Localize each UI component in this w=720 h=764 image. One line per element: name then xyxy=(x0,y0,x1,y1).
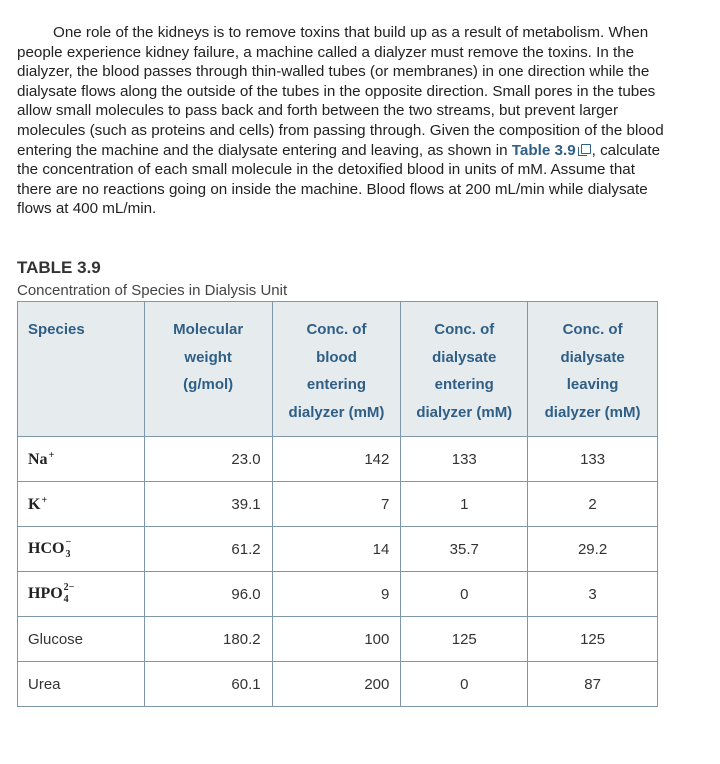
formula-subscript: 4 xyxy=(63,593,69,605)
table-row xyxy=(18,527,658,572)
species-name xyxy=(28,631,83,648)
table-row xyxy=(18,572,658,617)
column-header-line: dialysate xyxy=(432,348,497,366)
species-formula: K xyxy=(28,495,41,513)
column-header-line: dialyzer (mM) xyxy=(288,403,385,421)
species-cell xyxy=(18,437,145,482)
ion-charge: + xyxy=(48,449,55,461)
problem-text-after: , calculate the concentration of each small molecule in the detoxified blood in units of mM. Assume that there are no reactions going on inside the machine. Blood flows at 200 mL/min while dialysate flows at 400 mL/min. xyxy=(17,141,661,218)
column-header-line: entering xyxy=(306,376,367,394)
table-caption: Concentration of Species in Dialysis Unit xyxy=(17,282,288,299)
blood-entering-cell: 100 xyxy=(272,617,401,662)
ion-charge: 2− xyxy=(63,581,75,593)
dialysate-entering-cell: 0 xyxy=(401,572,528,617)
species-formula: HCO xyxy=(28,540,65,558)
column-header-line: Conc. of xyxy=(306,321,367,338)
dialysate-leaving-cell: 2 xyxy=(528,482,658,527)
molecular-weight-cell: 60.1 xyxy=(144,662,272,707)
molecular-weight-cell: 180.2 xyxy=(144,617,272,662)
table-row xyxy=(18,662,658,707)
popup-icon[interactable] xyxy=(578,144,591,156)
column-header-line: (g/mol) xyxy=(183,376,234,394)
column-header-line: entering xyxy=(434,376,494,394)
blood-entering-cell: 9 xyxy=(272,572,401,617)
species-formula: Urea xyxy=(28,675,61,693)
dialysate-leaving-cell: 3 xyxy=(528,572,658,617)
header-row xyxy=(18,302,658,437)
table-reference-link[interactable]: Table 3.9 xyxy=(511,141,576,159)
dialysate-entering-cell: 0 xyxy=(401,662,528,707)
dialysate-leaving-cell: 125 xyxy=(528,617,658,662)
species-cell xyxy=(18,572,145,617)
column-header-line: Conc. of xyxy=(562,321,623,338)
molecular-weight-cell: 39.1 xyxy=(144,482,272,527)
blood-entering-cell: 7 xyxy=(272,482,401,527)
blood-entering-cell: 200 xyxy=(272,662,401,707)
molecular-weight-cell: 23.0 xyxy=(144,437,272,482)
species-cell xyxy=(18,617,145,662)
species-formula: Na xyxy=(28,450,48,468)
dialysate-leaving-cell: 133 xyxy=(528,437,658,482)
problem-text-before: One role of the kidneys is to remove toxins that build up as a result of metabolism. When people experience kidney failure, a machine called a dialyzer must remove the toxins. In the dialyzer, the blood passes through thin-walled tubes (or membranes) in one direction while the dialysate flows along the outside of the tubes in the opposite direction. Small pores in the tubes allow small molecules to pass back and forth between the two streams, but prevent larger molecules (such as proteins and cells) from passing through. Given the composition of the blood entering the machine and the dialysate entering and leaving, as shown in xyxy=(17,24,664,159)
molecular-weight-cell: 61.2 xyxy=(144,527,272,572)
species-formula: HPO xyxy=(28,585,63,603)
ion-charge-subscript xyxy=(64,536,80,560)
column-header-line: dialyzer (mM) xyxy=(544,403,641,421)
column-header xyxy=(528,302,658,437)
blood-entering-cell: 142 xyxy=(272,437,401,482)
species-cell xyxy=(18,662,145,707)
species-cell xyxy=(18,482,145,527)
dialysate-entering-cell: 125 xyxy=(401,617,528,662)
column-header-line: Molecular xyxy=(173,321,244,338)
column-header-line: weight xyxy=(184,348,232,366)
species-name xyxy=(28,676,61,693)
table-row xyxy=(18,617,658,662)
species-name xyxy=(28,496,47,513)
molecular-weight-cell: 96.0 xyxy=(144,572,272,617)
ion-charge: + xyxy=(41,494,48,506)
column-header-line: Conc. of xyxy=(434,321,495,338)
column-header-line: dialyzer (mM) xyxy=(416,403,513,421)
formula-subscript: 3 xyxy=(65,548,71,560)
species-formula: Glucose xyxy=(28,630,84,648)
species-concentration-table xyxy=(17,301,658,707)
dialysate-leaving-cell: 29.2 xyxy=(528,527,658,572)
ion-charge: − xyxy=(65,536,72,548)
dialysate-leaving-cell: 87 xyxy=(528,662,658,707)
dialysate-entering-cell: 35.7 xyxy=(401,527,528,572)
column-header xyxy=(272,302,401,437)
table-body xyxy=(18,437,658,707)
table-row xyxy=(18,482,658,527)
column-header xyxy=(401,302,528,437)
dialysate-entering-cell: 1 xyxy=(401,482,528,527)
column-header-line: Species xyxy=(28,321,85,338)
column-header xyxy=(144,302,272,437)
column-header-line: leaving xyxy=(566,376,619,394)
species-name xyxy=(28,451,54,468)
table-header xyxy=(18,302,658,437)
blood-entering-cell: 14 xyxy=(272,527,401,572)
table-title: TABLE 3.9 xyxy=(17,258,101,277)
problem-statement xyxy=(17,23,667,219)
species-name xyxy=(28,536,80,560)
dialysate-entering-cell: 133 xyxy=(401,437,528,482)
species-cell xyxy=(18,527,145,572)
species-name xyxy=(28,581,79,605)
ion-charge-subscript xyxy=(63,581,79,605)
column-header-line: dialysate xyxy=(560,348,625,366)
column-header-line: blood xyxy=(316,348,357,366)
table-row xyxy=(18,437,658,482)
column-header xyxy=(18,302,145,437)
